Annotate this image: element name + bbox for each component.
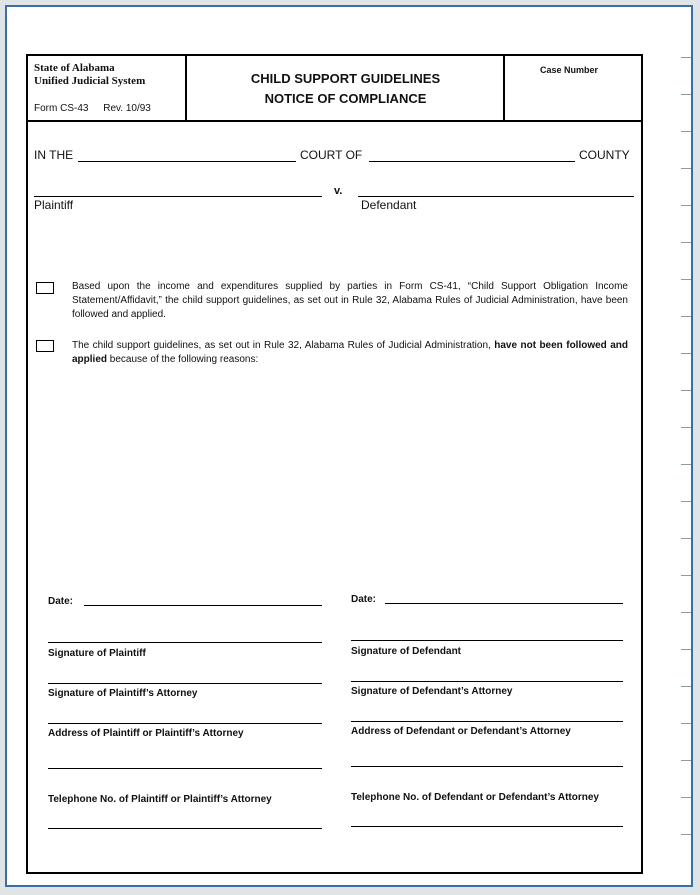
county-label: COUNTY: [579, 148, 630, 162]
edge-tick: [681, 427, 691, 428]
plaintiff-telephone-label: Telephone No. of Plaintiff or Plaintiff’s Attorney: [48, 794, 272, 805]
edge-tick: [681, 686, 691, 687]
form-subtitle: NOTICE OF COMPLIANCE: [264, 91, 427, 106]
edge-tick: [681, 279, 691, 280]
form-page: [26, 54, 643, 874]
plaintiff-address-field[interactable]: [48, 723, 322, 724]
edge-tick: [681, 242, 691, 243]
county-name-field[interactable]: [369, 161, 575, 162]
edge-tick: [681, 649, 691, 650]
defendant-date-field[interactable]: [385, 603, 623, 604]
edge-tick: [681, 353, 691, 354]
edge-tick: [681, 501, 691, 502]
defendant-telephone-field[interactable]: [351, 826, 623, 827]
plaintiff-address-field-2[interactable]: [48, 768, 322, 769]
edge-tick: [681, 834, 691, 835]
edge-tick: [681, 723, 691, 724]
edge-tick: [681, 575, 691, 576]
in-the-label: IN THE: [34, 148, 74, 162]
agency-system: Unified Judicial System: [34, 75, 146, 87]
form-number: Form CS-43: [34, 103, 89, 114]
edge-tick: [681, 538, 691, 539]
edge-tick: [681, 57, 691, 58]
edge-tick: [681, 390, 691, 391]
form-title: CHILD SUPPORT GUIDELINES: [250, 71, 441, 86]
edge-tick: [681, 464, 691, 465]
plaintiff-signature-label: Signature of Plaintiff: [48, 648, 146, 659]
plaintiff-signature-field[interactable]: [48, 642, 322, 643]
defendant-label: Defendant: [361, 198, 417, 212]
guidelines-not-followed-text: [72, 339, 628, 367]
edge-tick: [681, 168, 691, 169]
edge-tick: [681, 131, 691, 132]
plaintiff-date-label: Date:: [48, 596, 74, 607]
edge-tick: [681, 205, 691, 206]
form-header: [28, 56, 641, 122]
form-revision: Rev. 10/93: [103, 103, 151, 114]
defendant-address-label: Address of Defendant or Defendant’s Attorney: [351, 726, 571, 737]
defendant-attorney-label: Signature of Defendant’s Attorney: [351, 686, 513, 697]
defendant-name-field[interactable]: [358, 196, 634, 197]
defendant-attorney-field[interactable]: [351, 681, 623, 682]
defendant-telephone-label: Telephone No. of Defendant or Defendant’s Attorney: [351, 792, 599, 803]
edge-tick: [681, 760, 691, 761]
not-followed-emphasis-1: have not been: [494, 340, 563, 351]
guidelines-followed-text: Based upon the income and expenditures supplied by parties in Form CS-41, “Child Support Obligation Income Statement/Affidavit,” the child support guidelines, as set out in Rule 32, Alabama Rules of Judicial Administration, have been followed and applied.: [72, 281, 628, 320]
not-followed-suffix: because of the following reasons:: [109, 354, 259, 365]
edge-tick: [681, 612, 691, 613]
plaintiff-attorney-field[interactable]: [48, 683, 322, 684]
guidelines-followed-checkbox[interactable]: [36, 282, 54, 294]
defendant-address-field[interactable]: [351, 721, 623, 722]
edge-tick: [681, 316, 691, 317]
plaintiff-attorney-label: Signature of Plaintiff’s Attorney: [48, 688, 198, 699]
not-followed-prefix: The child support guidelines, as set out in Rule 32, Alabama Rules of Judicial Administration,: [72, 340, 491, 351]
header-divider-right: [503, 56, 505, 120]
guidelines-not-followed-checkbox[interactable]: [36, 340, 54, 352]
plaintiff-telephone-field[interactable]: [48, 828, 322, 829]
plaintiff-name-field[interactable]: [34, 196, 322, 197]
agency-state: State of Alabama: [34, 62, 115, 74]
defendant-address-field-2[interactable]: [351, 766, 623, 767]
plaintiff-date-field[interactable]: [84, 605, 322, 606]
court-name-field[interactable]: [78, 161, 296, 162]
edge-tick: [681, 797, 691, 798]
defendant-signature-label: Signature of Defendant: [351, 646, 462, 657]
defendant-signature-field[interactable]: [351, 640, 623, 641]
not-followed-emphasis-2: followed and applied: [72, 340, 628, 365]
plaintiff-label: Plaintiff: [34, 198, 74, 212]
defendant-date-label: Date:: [351, 594, 377, 605]
form-number-block: [34, 103, 163, 114]
agency-block: [34, 62, 145, 88]
versus-label: v.: [334, 185, 343, 197]
header-divider-left: [185, 56, 187, 120]
plaintiff-address-label: Address of Plaintiff or Plaintiff’s Attorney: [48, 728, 244, 739]
edge-tick-marks: [679, 7, 691, 885]
court-of-label: COURT OF: [300, 148, 363, 162]
case-number-label: Case Number: [540, 65, 599, 75]
edge-tick: [681, 94, 691, 95]
